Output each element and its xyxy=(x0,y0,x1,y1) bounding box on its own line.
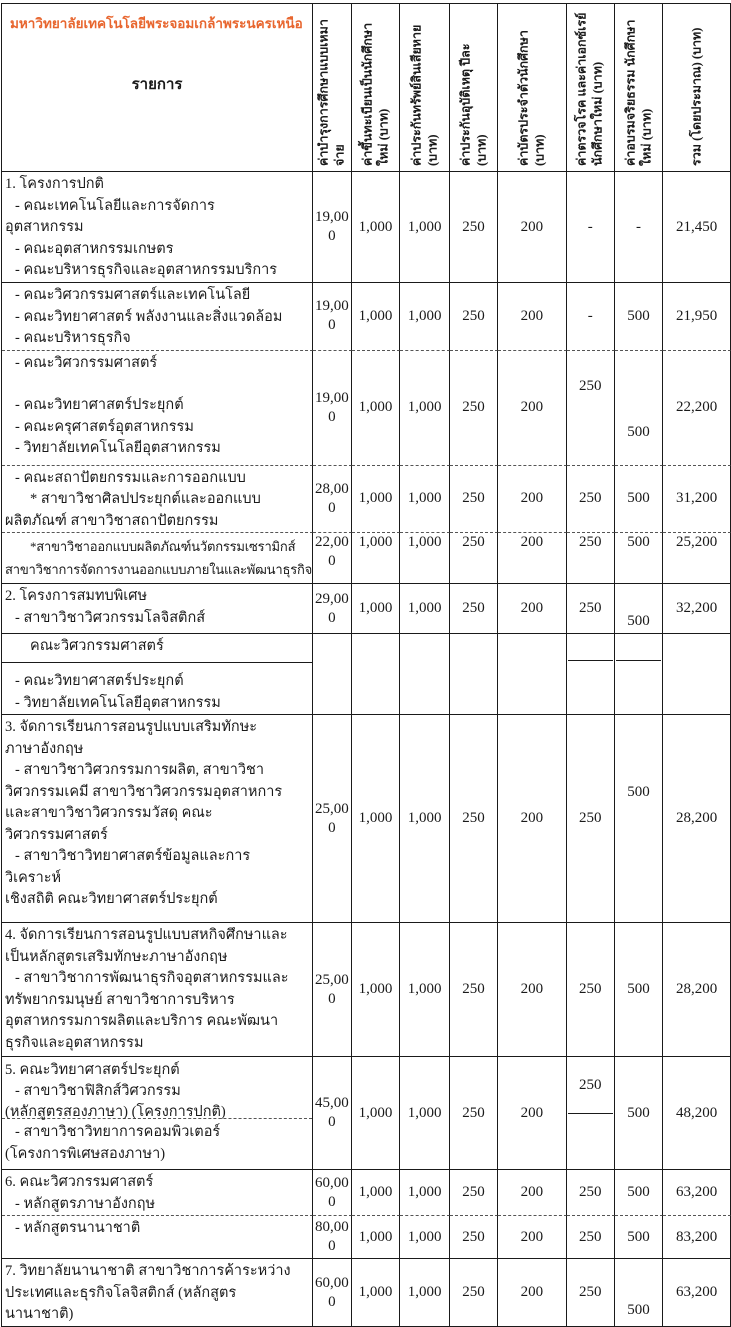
value-cell: 1,000 xyxy=(352,715,401,923)
header-line: (บาท) xyxy=(424,133,439,166)
value-cell: 25,200 xyxy=(663,533,731,584)
value-text: 500 xyxy=(627,1302,650,1318)
label-cell xyxy=(2,1170,313,1216)
value-cell: 1,000 xyxy=(352,584,401,634)
table-row xyxy=(2,1259,731,1327)
value-cell: 60,000 xyxy=(313,1170,352,1216)
items-column-header: รายการ xyxy=(131,77,183,93)
label-cell xyxy=(2,923,313,1057)
label-line: - คณะวิศวกรรมศาสตร์ xyxy=(15,354,158,371)
value-cell: 1,000 xyxy=(352,283,401,351)
value-cell: 250 xyxy=(450,715,498,923)
value-cell: 250 xyxy=(450,923,498,1057)
label-cell xyxy=(2,533,313,584)
value-cell: 250 xyxy=(450,584,498,634)
header-line: ค่าอบรมจริยธรรม นักศึกษา xyxy=(623,19,638,166)
label-line: วิศวกรรมศาสตร์ xyxy=(5,826,108,843)
label-line: อุตสาหกรรมการผลิตและบริการ คณะพัฒนา xyxy=(5,1013,279,1029)
header-line: (บาท) xyxy=(531,133,546,166)
value-cell: 500 xyxy=(615,533,663,584)
label-sub-cell xyxy=(2,1059,312,1119)
value-cell xyxy=(498,634,566,715)
label-line: ภาษาอังกฤษ xyxy=(5,740,84,757)
label-cell xyxy=(2,1057,313,1170)
label-line: *สาขาวิชาออกแบบผลิตภัณฑ์นวัตกรรมเซรามิกส์ xyxy=(30,539,296,554)
value-cell: 200 xyxy=(498,351,566,466)
label-cell xyxy=(2,172,313,283)
label-line: * สาขาวิชาศิลปประยุกต์และออกแบบ xyxy=(30,491,261,507)
value-cell: 200 xyxy=(498,923,566,1057)
label-line: - สาขาวิชาวิศวกรรมการผลิต, สาขาวิชา xyxy=(15,762,264,778)
column-header-property-damage-insurance xyxy=(400,4,450,172)
value-cell: 250 xyxy=(567,1170,615,1216)
label-line: วิเคราะห์ xyxy=(5,869,62,886)
label-cell xyxy=(2,715,313,923)
value-cell: 250 xyxy=(450,172,498,283)
value-cell: 1,000 xyxy=(352,466,401,534)
value-cell: 45,000 xyxy=(313,1057,352,1170)
header-line: นักศึกษาใหม่ (บาท) xyxy=(590,61,605,166)
value-cell: 250 xyxy=(450,351,498,466)
value-cell: 19,000 xyxy=(313,283,352,351)
value-cell: 19,000 xyxy=(313,351,352,466)
label-line: ประเทศและธุรกิจโลจิสติกส์ (หลักสูตร xyxy=(5,1284,237,1301)
value-cell: 1,000 xyxy=(352,1057,401,1170)
value-cell xyxy=(615,584,663,634)
table-row xyxy=(2,634,731,715)
value-cell: 250 xyxy=(450,1170,498,1216)
label-line: - สาขาวิชาฟิสิกส์วิศวกรรม xyxy=(15,1083,181,1099)
column-header-new-student-registration xyxy=(352,4,401,172)
column-header-ethics-training xyxy=(615,4,663,172)
label-cell xyxy=(2,1259,313,1327)
label-line: - คณะวิทยาศาสตร์ประยุกต์ xyxy=(15,397,184,413)
table-row xyxy=(2,351,731,466)
value-cell: 1,000 xyxy=(400,1170,450,1216)
value-cell: 21,450 xyxy=(663,172,731,283)
value-text: 500 xyxy=(627,613,650,629)
value-cell: 1,000 xyxy=(400,923,450,1057)
label-cell xyxy=(2,634,313,715)
value-cell: 250 xyxy=(450,1057,498,1170)
header-line: ใหม่ (บาท) xyxy=(375,108,390,166)
value-cell: 500 xyxy=(615,1170,663,1216)
value-cell: 19,000 xyxy=(313,172,352,283)
header-line: จ่าย xyxy=(331,143,346,166)
value-cell: 32,200 xyxy=(663,584,731,634)
header-row xyxy=(2,4,731,172)
label-line: - สาขาวิชาวิทยาการคอมพิวเตอร์ xyxy=(15,1124,221,1140)
value-cell: 200 xyxy=(498,1259,566,1327)
label-cell xyxy=(2,1216,313,1259)
label-line: ธุรกิจและอุตสาหกรรม xyxy=(5,1034,144,1051)
value-cell: 200 xyxy=(498,1057,566,1170)
label-line: - สาขาวิชาวิทยาศาสตร์ข้อมูลและการ xyxy=(15,848,251,864)
label-line: ทรัพยากรมนุษย์ สาขาวิชาการบริหาร xyxy=(5,991,235,1008)
value-cell xyxy=(615,634,663,715)
header-line: (บาท) xyxy=(473,133,488,166)
value-cell: 250 xyxy=(567,1216,615,1259)
value-cell: 25,000 xyxy=(313,923,352,1057)
value-cell: 1,000 xyxy=(400,172,450,283)
value-cell: 1,000 xyxy=(352,1216,401,1259)
value-text: 250 xyxy=(578,1076,602,1093)
label-line: ผลิตภัณฑ์ สาขาวิชาสถาปัตยกรรม xyxy=(5,512,219,529)
label-cell xyxy=(2,584,313,634)
label-line: - คณะอุตสาหกรรมเกษตร xyxy=(15,240,174,257)
column-header-tuition-lump-sum xyxy=(313,4,352,172)
value-cell: 200 xyxy=(498,466,566,534)
value-cell: 25,000 xyxy=(313,715,352,923)
label-line: นานาชาติ) xyxy=(5,1306,74,1322)
value-sub-cell xyxy=(568,1057,613,1114)
value-text: 500 xyxy=(627,784,650,800)
header-line: ค่าบัตรประจำตัวนักศึกษา xyxy=(516,29,531,166)
value-text: 250 xyxy=(578,377,602,394)
value-cell: 250 xyxy=(450,283,498,351)
header-line: รวม (โดยประมาณ) (บาท) xyxy=(688,27,703,166)
document-page xyxy=(0,3,731,1322)
value-cell: 200 xyxy=(498,533,566,584)
value-cell xyxy=(567,1057,615,1170)
label-line: - คณะวิศวกรรมศาสตร์และเทคโนโลยี xyxy=(15,287,251,303)
value-cell xyxy=(313,634,352,715)
table-row xyxy=(2,283,731,351)
label-line: - คณะเทคโนโลยีและการจัดการ xyxy=(15,197,215,214)
label-line: - คณะบริหารธุรกิจและอุตสาหกรรมบริการ xyxy=(15,262,278,278)
value-text: 500 xyxy=(627,423,650,440)
label-line: 3. จัดการเรียนการสอนรูปแบบเสริมทักษะ xyxy=(5,719,258,735)
label-line: 6. คณะวิศวกรรมศาสตร์ xyxy=(5,1174,154,1190)
value-cell: 1,000 xyxy=(400,533,450,584)
value-cell: 250 xyxy=(450,533,498,584)
label-line: 5. คณะวิทยาศาสตร์ประยุกต์ xyxy=(5,1062,180,1078)
header-line: ค่าตรวจโรค และค่าเอกซ์เรย์ xyxy=(574,12,589,166)
value-cell xyxy=(567,634,615,715)
tuition-fee-table xyxy=(1,3,731,1327)
label-sub-cell xyxy=(2,1119,312,1165)
label-line: - หลักสูตรนานาชาติ xyxy=(15,1220,141,1236)
value-cell xyxy=(615,351,663,466)
value-cell: 250 xyxy=(567,923,615,1057)
value-cell: 1,000 xyxy=(352,923,401,1057)
value-cell: 1,000 xyxy=(352,172,401,283)
label-line: - คณะวิทยาศาสตร์ พลังงานและสิ่งแวดล้อม xyxy=(15,308,283,325)
value-cell: 1,000 xyxy=(352,533,401,584)
value-cell: 63,200 xyxy=(663,1170,731,1216)
value-cell: 22,000 xyxy=(313,533,352,584)
label-line: - คณะบริหารธุรกิจ xyxy=(15,330,131,346)
value-cell: 250 xyxy=(567,715,615,923)
value-cell xyxy=(352,634,401,715)
label-line: และสาขาวิชาวิศวกรรมวัสดุ คณะ xyxy=(5,805,213,821)
value-cell: 60,000 xyxy=(313,1259,352,1327)
value-cell: 200 xyxy=(498,172,566,283)
value-cell: 1,000 xyxy=(352,1170,401,1216)
value-cell: 29,000 xyxy=(313,584,352,634)
label-line: 2. โครงการสมทบพิเศษ xyxy=(5,588,148,604)
value-cell: 500 xyxy=(615,466,663,534)
label-line: 7. วิทยาลัยนานาชาติ สาขาวิชาการค้าระหว่าง xyxy=(5,1263,291,1279)
label-sub-cell xyxy=(2,663,312,714)
table-row xyxy=(2,1216,731,1259)
value-cell: 500 xyxy=(615,923,663,1057)
value-cell: 31,200 xyxy=(663,466,731,534)
value-cell: 1,000 xyxy=(400,584,450,634)
label-line: - วิทยาลัยเทคโนโลยีอุตสาหกรรม xyxy=(15,694,221,711)
table-row xyxy=(2,533,731,584)
label-line: 4. จัดการเรียนการสอนรูปแบบสหกิจศึกษาและ xyxy=(5,927,288,943)
table-row xyxy=(2,584,731,634)
table-row xyxy=(2,172,731,283)
value-cell xyxy=(567,351,615,466)
label-line: (หลักสูตรสองภาษา) (โครงการปกติ) xyxy=(5,1104,226,1120)
label-line: คณะวิศวกรรมศาสตร์ xyxy=(30,638,164,654)
label-line: สาขาวิชาการจัดการงานออกแบบภายในและพัฒนาธุรกิจ xyxy=(5,562,313,577)
value-cell: - xyxy=(567,283,615,351)
value-cell: 1,000 xyxy=(400,466,450,534)
value-cell: - xyxy=(567,172,615,283)
value-cell: 1,000 xyxy=(352,351,401,466)
value-cell: 200 xyxy=(498,584,566,634)
label-line: (โครงการพิเศษสองภาษา) xyxy=(5,1145,166,1162)
value-cell: 250 xyxy=(450,466,498,534)
header-line: ใหม่ (บาท) xyxy=(638,108,653,166)
label-line: - หลักสูตรภาษาอังกฤษ xyxy=(15,1195,156,1212)
empty-sub-cell xyxy=(616,634,661,661)
label-line: - สาขาวิชาการพัฒนาธุรกิจอุตสาหกรรมและ xyxy=(15,970,289,986)
table-row xyxy=(2,715,731,923)
label-line: 1. โครงการปกติ xyxy=(5,176,104,192)
header-line: ค่าขึ้นทะเบียนเป็นนักศึกษา xyxy=(360,22,374,166)
label-line xyxy=(2,374,312,395)
column-header-total xyxy=(663,4,731,172)
label-cell xyxy=(2,283,313,351)
label-cell xyxy=(2,351,313,466)
label-line: เป็นหลักสูตรเสริมทักษะภาษาอังกฤษ xyxy=(5,948,228,965)
value-cell: 500 xyxy=(615,1216,663,1259)
value-cell: 1,000 xyxy=(400,715,450,923)
value-cell: 1,000 xyxy=(400,1057,450,1170)
value-cell: 200 xyxy=(498,283,566,351)
value-cell xyxy=(615,1259,663,1327)
value-cell: 83,200 xyxy=(663,1216,731,1259)
label-line: - คณะครุศาสตร์อุตสาหกรรม xyxy=(15,418,194,435)
value-cell: 1,000 xyxy=(400,283,450,351)
column-header-health-check-xray xyxy=(567,4,615,172)
value-cell xyxy=(450,634,498,715)
value-cell: 1,000 xyxy=(400,1259,450,1327)
value-cell: 28,000 xyxy=(313,466,352,534)
label-line: - คณะวิทยาศาสตร์ประยุกต์ xyxy=(15,673,184,689)
value-cell: - xyxy=(615,172,663,283)
value-cell: 250 xyxy=(567,466,615,534)
table-row xyxy=(2,466,731,534)
value-cell: 200 xyxy=(498,1170,566,1216)
column-header-student-id-card xyxy=(498,4,566,172)
value-cell: 250 xyxy=(567,1259,615,1327)
label-cell xyxy=(2,466,313,534)
value-cell: 1,000 xyxy=(400,351,450,466)
label-line: - วิทยาลัยเทคโนโลยีอุตสาหกรรม xyxy=(15,440,221,456)
value-cell: 1,000 xyxy=(352,1259,401,1327)
value-cell: 1,000 xyxy=(400,1216,450,1259)
header-line: ค่าประกันทรัพย์สินเสียหาย xyxy=(409,24,424,166)
header-label-cell xyxy=(2,4,313,172)
value-cell xyxy=(663,634,731,715)
value-cell: 63,200 xyxy=(663,1259,731,1327)
value-cell: 80,000 xyxy=(313,1216,352,1259)
value-cell: 200 xyxy=(498,1216,566,1259)
label-line: วิศวกรรมเคมี สาขาวิชาวิศวกรรมอุตสาหการ xyxy=(5,783,283,800)
value-cell: 21,950 xyxy=(663,283,731,351)
column-header-accident-insurance xyxy=(450,4,498,172)
value-cell: 28,200 xyxy=(663,923,731,1057)
value-cell xyxy=(615,715,663,923)
header-line: ค่าประกันอุบัติเหตุ ปีละ xyxy=(458,43,473,166)
label-line: อุตสาหกรรม xyxy=(5,219,84,235)
value-cell: 48,200 xyxy=(663,1057,731,1170)
label-line: - สาขาวิชาวิศวกรรมโลจิสติกส์ xyxy=(15,609,206,626)
value-cell: 22,200 xyxy=(663,351,731,466)
value-cell: 250 xyxy=(567,533,615,584)
value-cell: 250 xyxy=(450,1216,498,1259)
value-cell: 250 xyxy=(450,1259,498,1327)
label-line: - คณะสถาปัตยกรรมและการออกแบบ xyxy=(15,469,246,486)
value-cell: 200 xyxy=(498,715,566,923)
value-cell: 500 xyxy=(615,283,663,351)
header-line: ค่าบำรุงการศึกษาแบบเหมา xyxy=(316,18,331,166)
value-cell xyxy=(400,634,450,715)
table-row xyxy=(2,1170,731,1216)
value-cell: 500 xyxy=(615,1057,663,1170)
value-cell: 28,200 xyxy=(663,715,731,923)
empty-sub-cell xyxy=(568,634,613,661)
university-title: มหาวิทยาลัยเทคโนโลยีพระจอมเกล้าพระนครเหนือ xyxy=(10,16,303,31)
label-line: เชิงสถิติ คณะวิทยาศาสตร์ประยุกต์ xyxy=(5,891,218,907)
value-cell: 250 xyxy=(567,584,615,634)
label-sub-cell xyxy=(2,636,312,663)
table-row xyxy=(2,1057,731,1170)
table-row xyxy=(2,923,731,1057)
